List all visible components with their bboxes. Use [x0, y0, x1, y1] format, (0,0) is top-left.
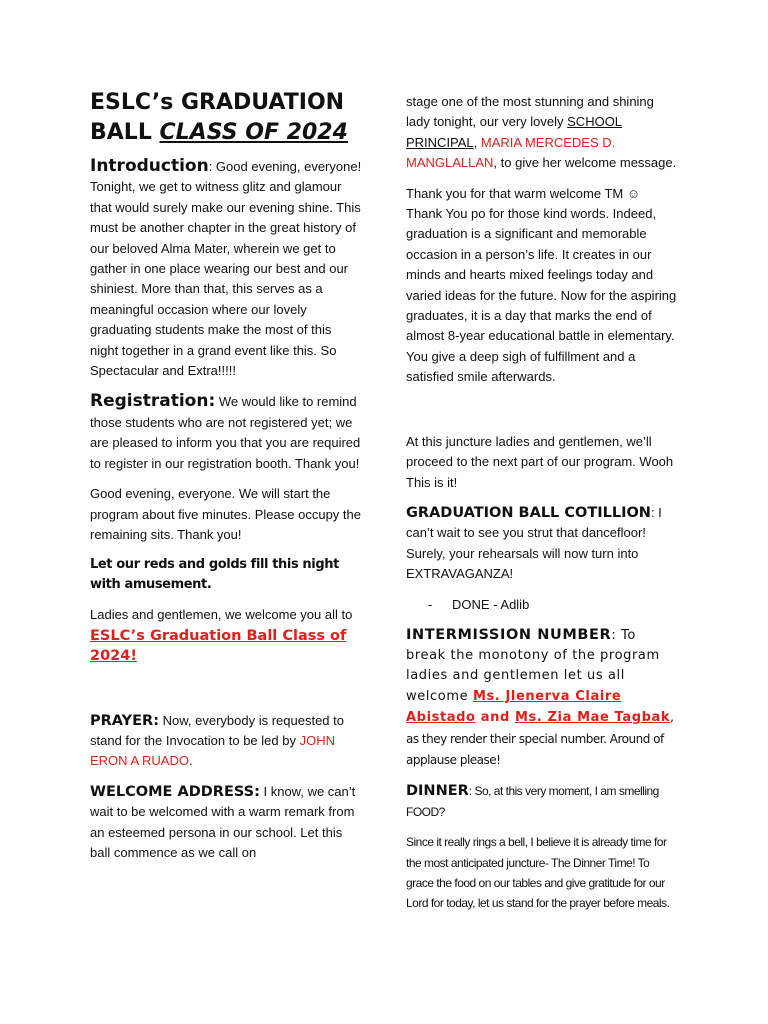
dinner-heading: DINNER	[406, 783, 469, 800]
spacer	[90, 677, 362, 711]
prayer-heading: PRAYER:	[90, 712, 159, 729]
intermission-paragraph	[406, 625, 678, 772]
dinner-paragraph	[406, 781, 678, 822]
principal-end: , to give her welcome message.	[493, 155, 677, 171]
prayer-leader-name: JOHN ERON A RUADO	[90, 732, 335, 769]
dinner-time-paragraph: Since it really rings a bell, I believe it is already time for the most anticipated juncture- The Dinner Time! To grace the food on our tables and give gratitude for our Lord for today, let us stand for the prayer before meals.	[406, 835, 670, 911]
thanks-paragraph	[406, 184, 678, 388]
welcome-address-paragraph	[90, 782, 362, 864]
reminder-paragraph: Good evening, everyone. We will start the program about five minutes. Please occupy the remaining sits. Thank you!	[90, 486, 361, 542]
registration-body: We would like to remind those students who are not registered yet; we are pleased to inform you that you are required to register in our registration booth. Thank you!	[90, 394, 361, 471]
registration-heading: Registration:	[90, 391, 216, 412]
intermission-heading: INTERMISSION NUMBER	[406, 626, 612, 643]
left-column	[90, 88, 362, 873]
cotillion-heading: GRADUATION BALL COTILLION	[406, 504, 651, 521]
performer-name-1: Ms. Jlenerva Claire Abistado	[406, 688, 622, 726]
introduction-heading: Introduction	[90, 156, 209, 176]
dinner-body: : So, at this very moment, I am smelling FOOD?	[406, 784, 659, 819]
introduction-body: : Good evening, everyone! Tonight, we get to witness glitz and glamour that would surely make our evening shine. This must be another chapter in the great history of our beloved Alma Mater, wherein we get to gather in one place wearing our best and our shiniest. More than that, this serves as a meaningful occasion where our lovely graduating students make the most of this night together in a grand event like this. So Spectacular and Extra!!!!!	[90, 159, 362, 379]
introduction-paragraph	[90, 156, 362, 381]
principal-comma: ,	[473, 134, 481, 150]
performer-and: and	[475, 710, 515, 726]
smiley-icon: ☺	[626, 185, 641, 201]
thanks-body-2: Thank You po for those kind words. Indeed, graduation is a significant and memorable occasion in a person’s life. It creates in our minds and hearts mixed feelings today and varied ideas for the future. Now for the aspiring graduates, it is a day that marks the end of almost 8-year educational battle in elementary. You give a deep sigh of fulfillment and a satisfied smile afterwards.	[406, 206, 677, 385]
welcome-text: Ladies and gentlemen, we welcome you all to	[90, 607, 353, 623]
prayer-paragraph	[90, 711, 362, 772]
title-class-of-2024: CLASS OF 2024	[159, 120, 348, 145]
spacer	[406, 398, 678, 432]
prayer-body: Now, everybody is requested to stand for the Invocation to be led by	[90, 712, 344, 748]
welcome-address-body: I know, we can’t wait to be welcomed with a warm remark from an esteemed persona in our school. Let this ball commence as we call on	[90, 783, 356, 860]
intermission-body: : To break the monotony of the program ladies and gentlemen let us all welcome	[406, 627, 660, 704]
right-column	[406, 92, 678, 924]
registration-paragraph	[90, 391, 362, 474]
thanks-body-1: Thank you for that warm welcome TM	[406, 185, 627, 201]
event-name-link: ESLC’s Graduation Ball Class of 2024!	[90, 627, 347, 665]
prayer-end: .	[188, 753, 193, 769]
principal-role: SCHOOL PRINCIPAL	[406, 114, 623, 150]
list-item	[428, 595, 678, 615]
cotillion-paragraph	[406, 503, 678, 585]
bullet-dash: -	[428, 596, 433, 612]
principal-body: stage one of the most stunning and shining lady tonight, our very lovely	[406, 94, 654, 130]
cotillion-body: : I can’t wait to see you strut that dancefloor! Surely, your rehearsals will now turn into EXTRAVAGANZA!	[406, 504, 662, 582]
principal-name: MARIA MERCEDES D. MANGLALLAN	[406, 134, 616, 171]
bullet-text: DONE - Adlib	[452, 596, 530, 612]
intermission-end: , as they render their special number. Around of applause please!	[406, 710, 674, 767]
title-line-2-prefix: BALL	[90, 120, 160, 145]
cheer-paragraph: Let our reds and golds fill this night with amusement.	[90, 557, 339, 593]
performer-name-2: Ms. Zia Mae Tagbak	[514, 710, 671, 726]
title-line-1: ESLC’s GRADUATION	[90, 90, 345, 115]
juncture-paragraph: At this juncture ladies and gentlemen, we’ll proceed to the next part of our program. Wooh This is it!	[406, 433, 674, 490]
welcome-address-heading: WELCOME ADDRESS:	[90, 783, 260, 800]
page-title	[90, 88, 362, 148]
welcome-paragraph	[90, 605, 362, 666]
principal-paragraph	[406, 92, 678, 174]
